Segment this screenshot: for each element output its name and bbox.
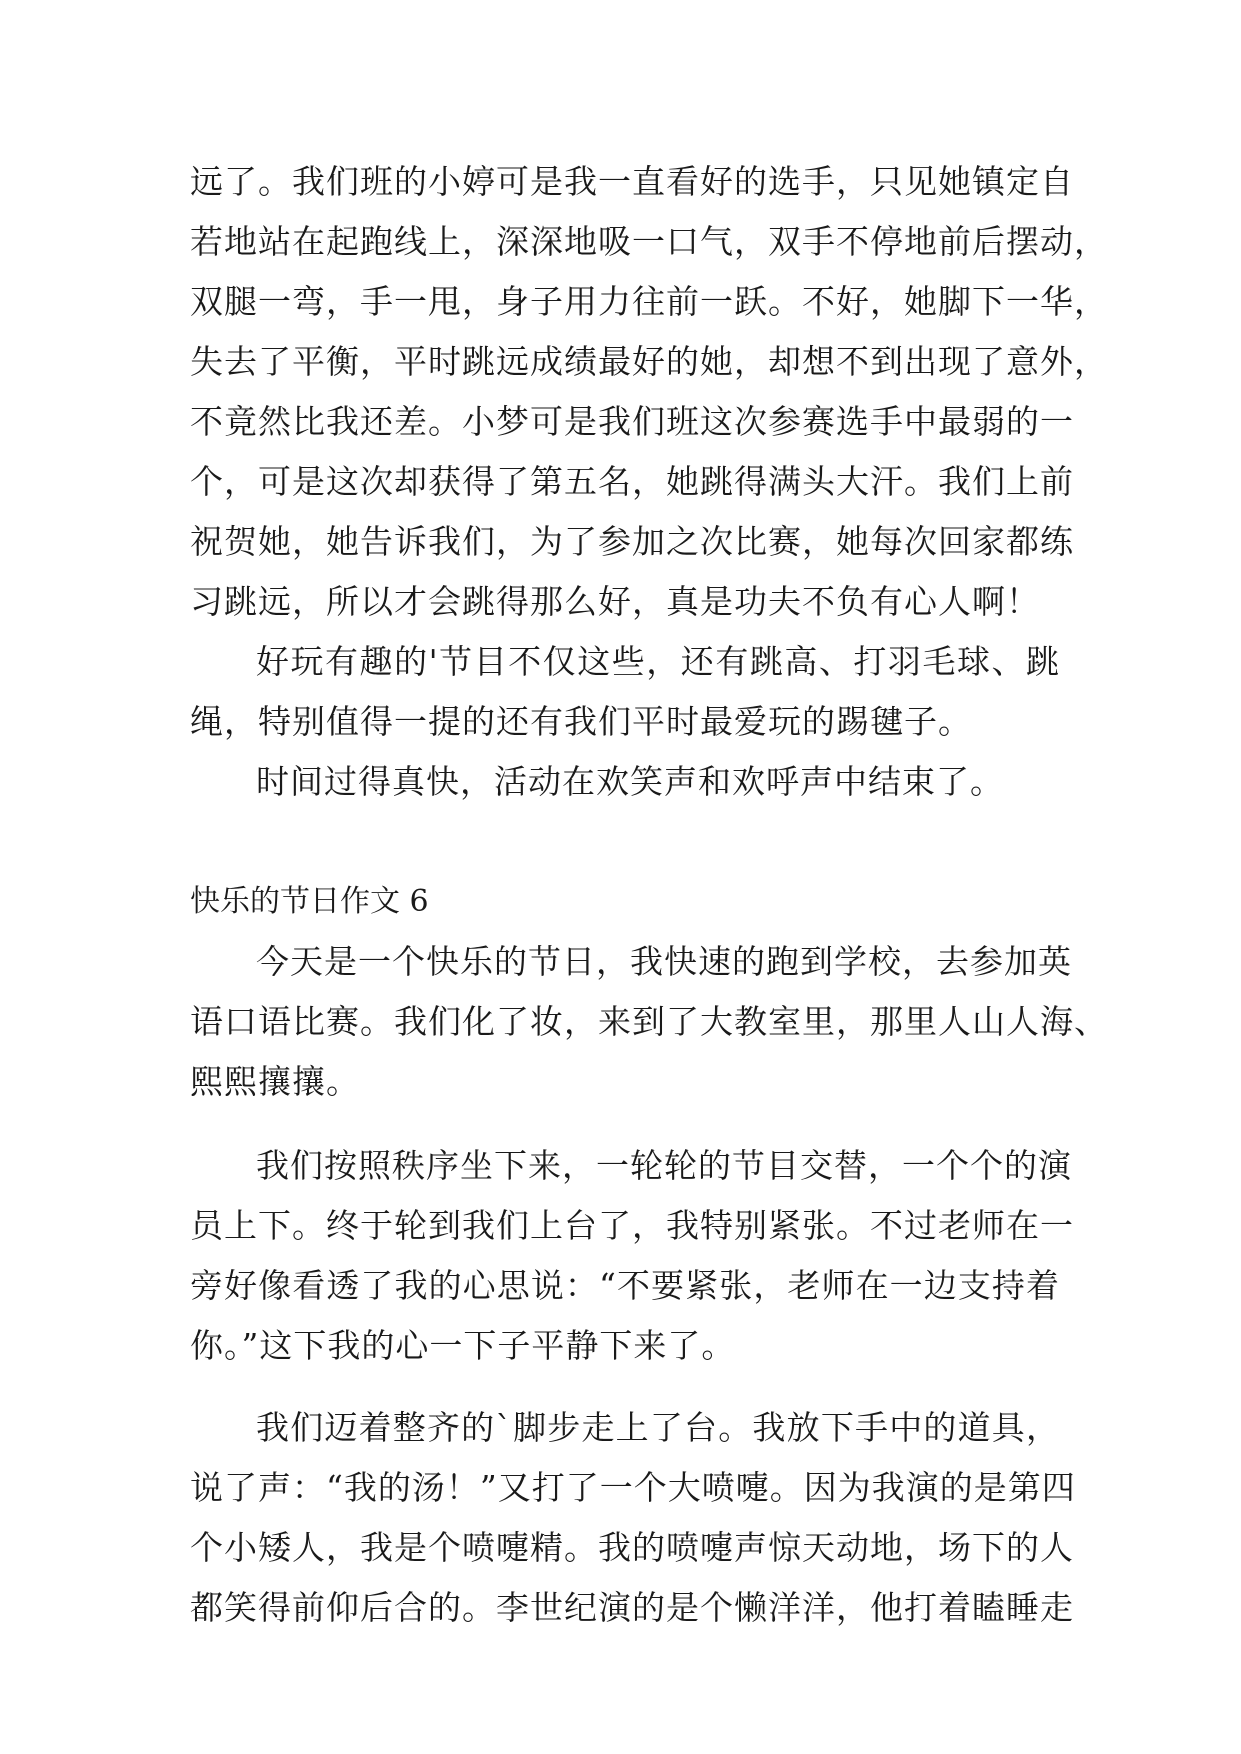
paragraph-4-line-3: 熙熙攘攘。 <box>190 1062 360 1101</box>
paragraph-1-line-6: 个，可是这次却获得了第五名，她跳得满头大汗。我们上前 <box>190 462 1074 501</box>
paragraph-1-line-8: 习跳远，所以才会跳得那么好，真是功夫不负有心人啊！ <box>190 582 1040 621</box>
paragraph-1-line-5: 不竟然比我还差。小梦可是我们班这次参赛选手中最弱的一 <box>190 402 1074 441</box>
paragraph-3-line-1: 时间过得真快，活动在欢笑声和欢呼声中结束了。 <box>256 762 1004 801</box>
paragraph-2-line-1: 好玩有趣的'节目不仅这些，还有跳高、打羽毛球、跳 <box>256 642 1060 681</box>
paragraph-1-line-1: 远了。我们班的小婷可是我一直看好的选手，只见她镇定自 <box>190 162 1074 201</box>
paragraph-1-line-4: 失去了平衡，平时跳远成绩最好的她，却想不到出现了意外， <box>190 342 1108 381</box>
paragraph-5-line-2: 员上下。终于轮到我们上台了，我特别紧张。不过老师在一 <box>190 1206 1074 1245</box>
paragraph-6-line-1: 我们迈着整齐的`脚步走上了台。我放下手中的道具， <box>256 1408 1060 1447</box>
paragraph-1-line-7: 祝贺她，她告诉我们，为了参加之次比赛，她每次回家都练 <box>190 522 1074 561</box>
paragraph-2-line-2: 绳，特别值得一提的还有我们平时最爱玩的踢毽子。 <box>190 702 972 741</box>
paragraph-4-line-1: 今天是一个快乐的节日，我快速的跑到学校，去参加英 <box>256 942 1072 981</box>
paragraph-5-line-1: 我们按照秩序坐下来，一轮轮的节目交替，一个个的演 <box>256 1146 1072 1185</box>
paragraph-6-line-4: 都笑得前仰后合的。李世纪演的是个懒洋洋，他打着瞌睡走 <box>190 1588 1074 1627</box>
paragraph-5-line-3: 旁好像看透了我的心思说：“不要紧张，老师在一边支持着 <box>190 1266 1060 1305</box>
paragraph-6-line-3: 个小矮人，我是个喷嚏精。我的喷嚏声惊天动地，场下的人 <box>190 1528 1074 1567</box>
paragraph-1-line-3: 双腿一弯，手一甩，身子用力往前一跃。不好，她脚下一华， <box>190 282 1108 321</box>
paragraph-5-line-4: 你。”这下我的心一下子平静下来了。 <box>190 1326 736 1365</box>
section-title: 快乐的节日作文 6 <box>190 884 429 919</box>
paragraph-4-line-2: 语口语比赛。我们化了妆，来到了大教室里，那里人山人海、 <box>190 1002 1108 1041</box>
paragraph-1-line-2: 若地站在起跑线上，深深地吸一口气，双手不停地前后摆动， <box>190 222 1108 261</box>
paragraph-6-line-2: 说了声：“我的汤！”又打了一个大喷嚏。因为我演的是第四 <box>190 1468 1076 1507</box>
